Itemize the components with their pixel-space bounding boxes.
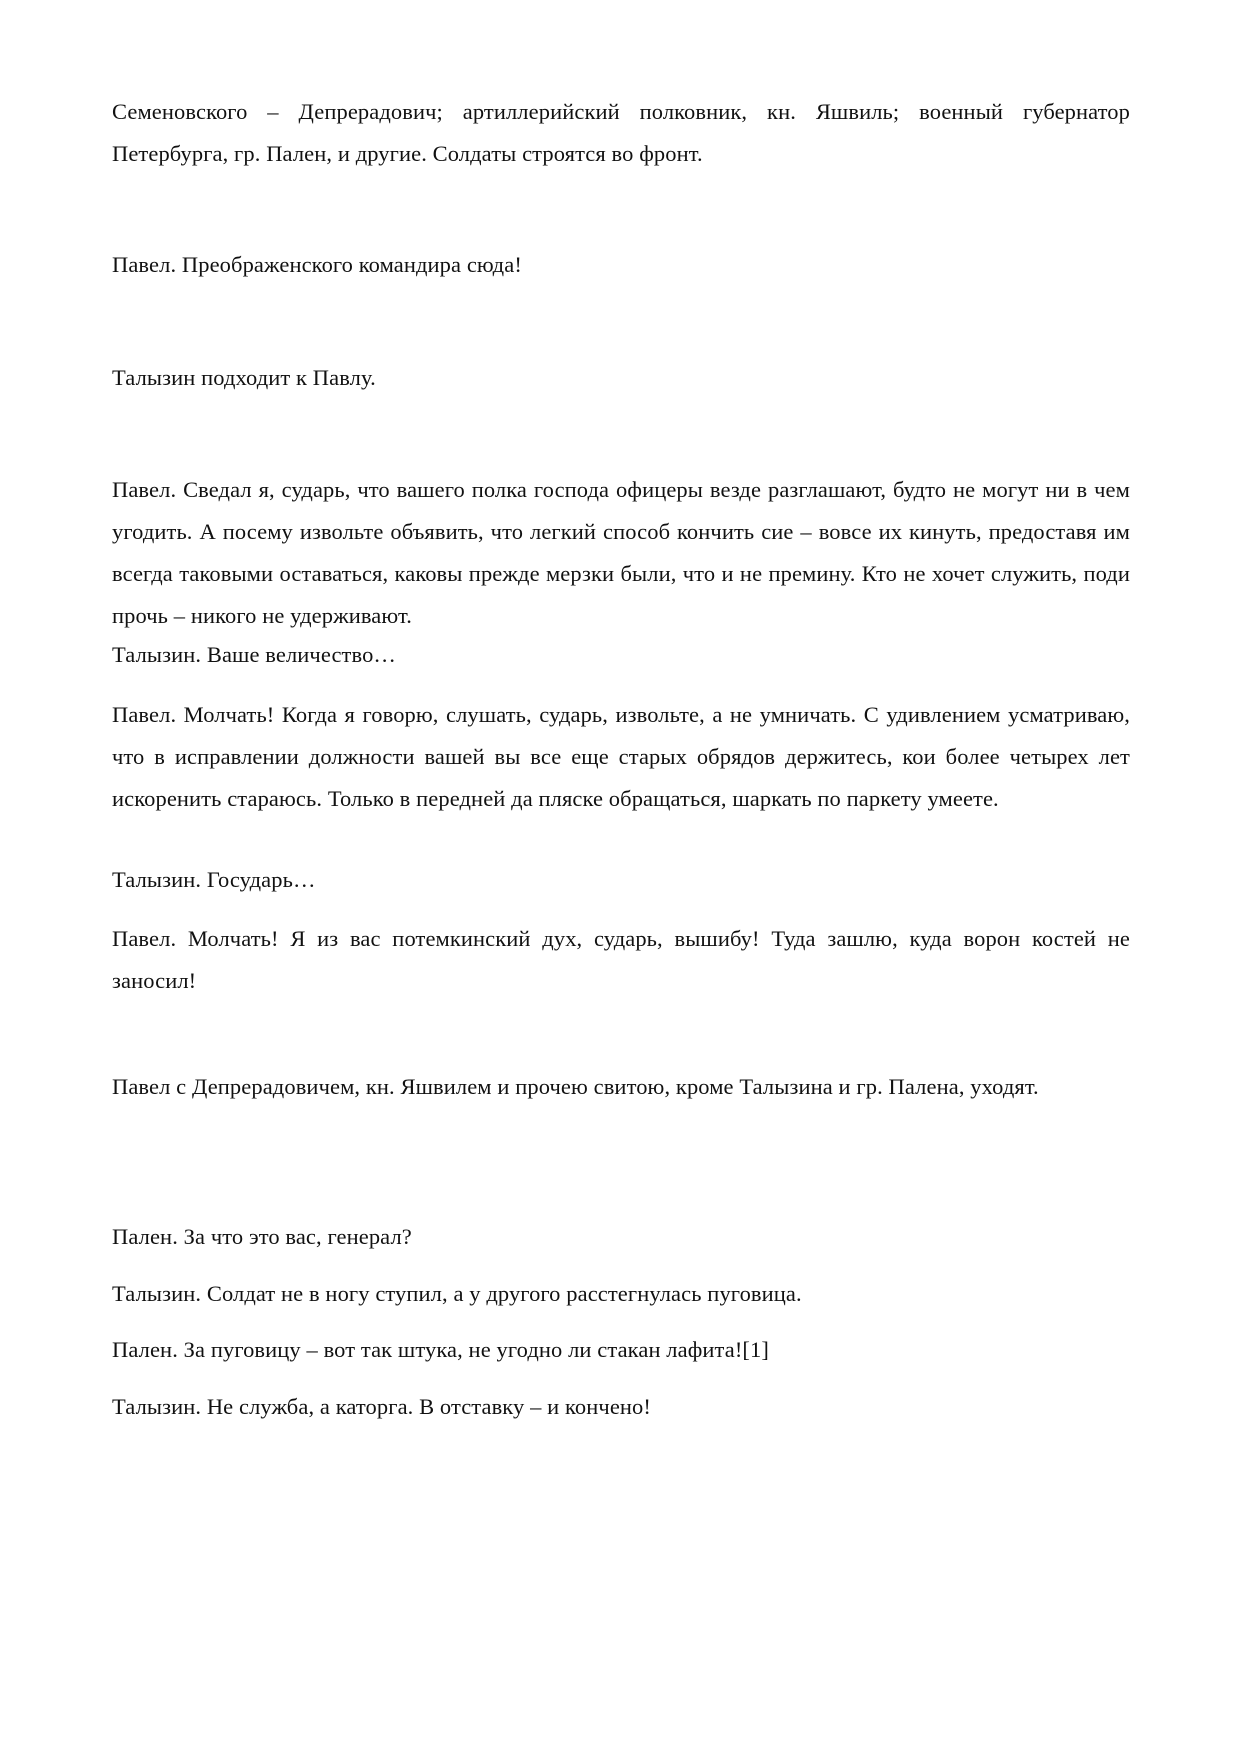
dialogue-paragraph: Пален. За пуговицу – вот так штука, не угодно ли стакан лафита![1] — [112, 1337, 769, 1362]
stage-direction-paragraph: Талызин подходит к Павлу. — [112, 365, 376, 390]
dialogue-paragraph: Талызин. Ваше величество… — [112, 642, 397, 667]
dialogue-paragraph: Талызин. Солдат не в ногу ступил, а у другого расстегнулась пуговица. — [112, 1281, 802, 1306]
dialogue-paragraph: Павел. Преображенского командира сюда! — [112, 252, 522, 277]
dialogue-paragraph: Талызин. Не служба, а каторга. В отставку – и кончено! — [112, 1394, 651, 1419]
dialogue-paragraph: Павел. Молчать! Я из вас потемкинский дух, сударь, вышибу! Туда зашлю, куда ворон костей не заносил! — [112, 926, 1130, 993]
dialogue-paragraph: Пален. За что это вас, генерал? — [112, 1224, 412, 1249]
dialogue-paragraph: Павел. Молчать! Когда я говорю, слушать, сударь, извольте, а не умничать. С удивлением усматриваю, что в исправлении должности вашей вы все еще старых обрядов держитесь, кои более четырех лет искоренить стараюсь. Только в передней да пляске обращаться, шаркать по паркету умеете. — [112, 702, 1130, 811]
dialogue-paragraph: Талызин. Государь… — [112, 867, 316, 892]
stage-direction-paragraph: Павел с Депрерадовичем, кн. Яшвилем и прочею свитою, кроме Талызина и гр. Палена, уходят. — [112, 1074, 1039, 1099]
dialogue-paragraph: Павел. Сведал я, сударь, что вашего полка господа офицеры везде разглашают, будто не могут ни в чем угодить. А посему извольте объявить, что легкий способ кончить сие – вовсе их кинуть, предоставя им всегда таковыми оставаться, каковы прежде мерзки были, что и не премину. Кто не хочет служить, поди прочь – никого не удерживают. — [112, 477, 1130, 628]
stage-direction-paragraph: Семеновского – Депрерадович; артиллерийский полковник, кн. Яшвиль; военный губернатор Петербурга, гр. Пален, и другие. Солдаты строятся во фронт. — [112, 99, 1130, 166]
